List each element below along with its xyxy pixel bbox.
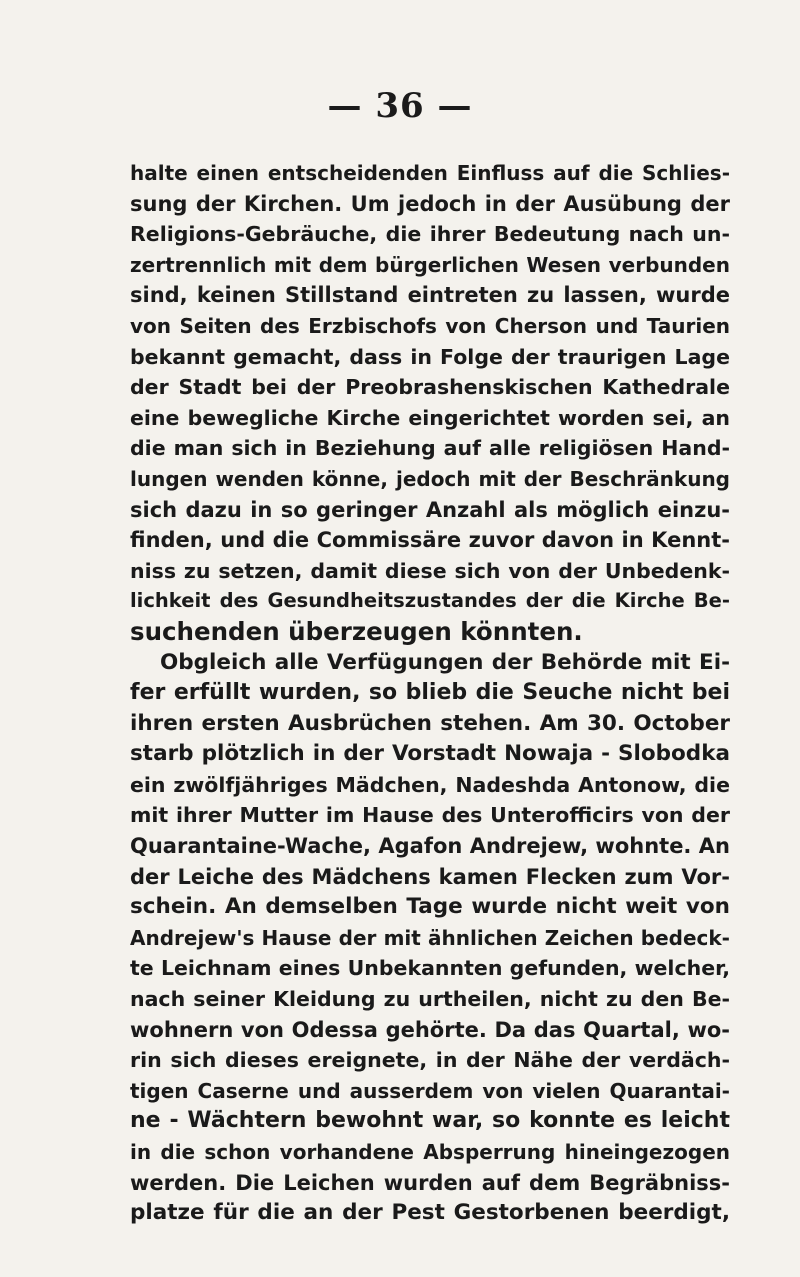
text-line: zertrennlich mit dem bürgerlichen Wesen verbunden: [130, 252, 730, 277]
text-line: von Seiten des Erzbischofs von Cherson und Taurien: [130, 313, 730, 338]
text-line: ne - Wächtern bewohnt war, so konnte es leicht: [130, 1108, 730, 1134]
text-line: Religions-Gebräuche, die ihrer Bedeutung nach un-: [130, 222, 730, 247]
text-line: lichkeit des Gesundheitszustandes der die Kirche Be-: [130, 589, 730, 613]
text-line: sind, keinen Stillstand eintreten zu lassen, wurde: [130, 283, 730, 308]
text-line: niss zu setzen, damit diese sich von der Unbedenk-: [130, 558, 730, 583]
text-line: lungen wenden könne, jedoch mit der Beschränkung: [130, 466, 730, 491]
text-line: sich dazu in so geringer Anzahl als möglich einzu-: [130, 497, 730, 522]
text-line: ein zwölfjähriges Mädchen, Nadeshda Antonow, die: [130, 772, 730, 797]
text-line: rin sich dieses ereignete, in der Nähe der verdäch-: [130, 1048, 730, 1073]
body-text: [130, 158, 730, 1229]
text-line: schein. An demselben Tage wurde nicht weit von: [130, 894, 730, 920]
text-line: in die schon vorhandene Absperrung hineingezogen: [130, 1140, 730, 1164]
text-line: mit ihrer Mutter im Hause des Unterofficirs von der: [130, 803, 730, 828]
text-line: halte einen entscheidenden Einfluss auf die Schlies-: [130, 161, 730, 185]
text-line: eine bewegliche Kirche eingerichtet worden sei, an: [130, 405, 730, 430]
text-line: Andrejew's Hause der mit ähnlichen Zeichen bedeck-: [130, 925, 730, 950]
text-line: sung der Kirchen. Um jedoch in der Ausübung der: [130, 191, 730, 216]
text-line: ihren ersten Ausbrüchen stehen. Am 30. October: [130, 710, 730, 736]
text-line: der Stadt bei der Preobrashenskischen Kathedrale: [130, 375, 730, 400]
text-line: wohnern von Odessa gehörte. Da das Quartal, wo-: [130, 1017, 730, 1042]
text-line: suchenden überzeugen könnten.: [130, 616, 583, 646]
text-line: nach seiner Kleidung zu urtheilen, nicht zu den Be-: [130, 987, 730, 1012]
text-line: werden. Die Leichen wurden auf dem Begräbniss-: [130, 1170, 730, 1195]
text-line: tigen Caserne und ausserdem von vielen Quarantai-: [130, 1078, 730, 1103]
text-line: die man sich in Beziehung auf alle religiösen Hand-: [130, 436, 730, 461]
text-line: der Leiche des Mädchens kamen Flecken zum Vor-: [130, 864, 730, 889]
text-line: fer erfüllt wurden, so blieb die Seuche nicht bei: [130, 680, 730, 706]
page-number: — 36 —: [327, 86, 473, 126]
text-line: finden, und die Commissäre zuvor davon in Kennt-: [130, 528, 730, 553]
text-line: Quarantaine-Wache, Agafon Andrejew, wohnte. An: [130, 834, 730, 859]
text-line: starb plötzlich in der Vorstadt Nowaja - Slobodka: [130, 741, 730, 767]
text-line: Obgleich alle Verfügungen der Behörde mit Ei-: [160, 649, 730, 675]
paragraph-2: [130, 648, 730, 1229]
text-line: platze für die an der Pest Gestorbenen beerdigt,: [130, 1200, 730, 1226]
text-line: te Leichnam eines Unbekannten gefunden, welcher,: [130, 956, 730, 981]
paragraph-1: [130, 158, 730, 648]
text-line: bekannt gemacht, dass in Folge der traurigen Lage: [130, 344, 730, 369]
